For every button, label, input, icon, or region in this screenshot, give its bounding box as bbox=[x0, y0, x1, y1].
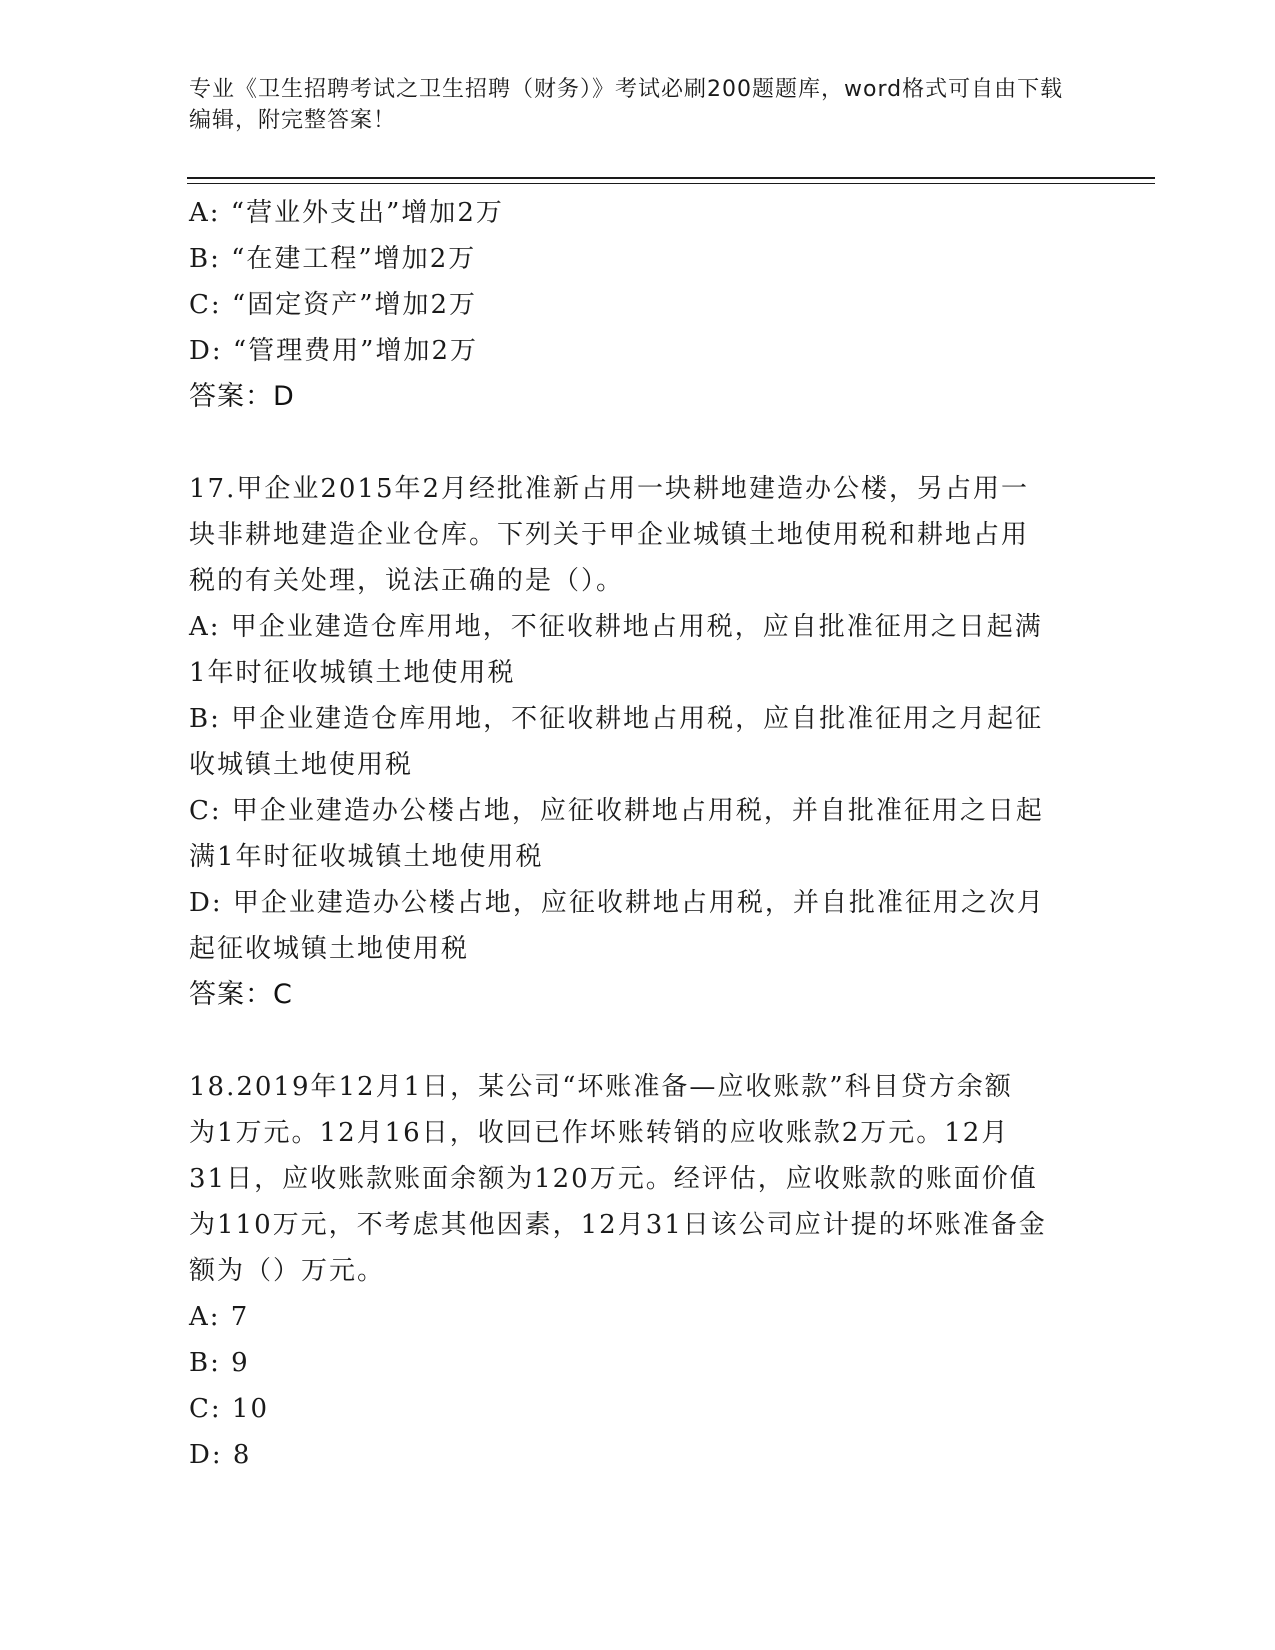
header-rule-thin bbox=[187, 183, 1155, 184]
q17-stem-line: 块非耕地建造企业仓库。下列关于甲企业城镇土地使用税和耕地占用 bbox=[189, 520, 1030, 550]
q18-stem-line: 为1万元。12月16日，收回已作坏账转销的应收账款2万元。12月 bbox=[189, 1118, 1010, 1148]
q17-stem-line: 17.甲企业2015年2月经批准新占用一块耕地建造办公楼，另占用一 bbox=[189, 474, 1030, 504]
q18-stem-line: 18.2019年12月1日，某公司“坏账准备—应收账款”科目贷方余额 bbox=[189, 1072, 1013, 1102]
q17-option-a-line: 1年时征收城镇土地使用税 bbox=[189, 658, 516, 688]
q16-option-b: B: “在建工程”增加2万 bbox=[189, 244, 477, 274]
q17-option-c-line: 满1年时征收城镇土地使用税 bbox=[189, 842, 544, 872]
header-intro-text: 专业《卫生招聘考试之卫生招聘（财务）》考试必刷200题题库，word格式可自由下载编辑，附完整答案！ bbox=[189, 77, 1064, 133]
q16-option-a: A: “营业外支出”增加2万 bbox=[189, 198, 504, 228]
question-spacer bbox=[189, 1018, 1089, 1064]
q18-option-d: D: 8 bbox=[189, 1440, 252, 1470]
question-18 bbox=[189, 1064, 1089, 1478]
question-16 bbox=[189, 190, 1089, 420]
q18-option-a: A: 7 bbox=[189, 1302, 250, 1332]
question-spacer bbox=[189, 420, 1089, 466]
header-rule-thick bbox=[187, 177, 1155, 179]
q16-answer: 答案：D bbox=[189, 381, 295, 412]
q16-option-d: D: “管理费用”增加2万 bbox=[189, 336, 478, 366]
q18-option-c: C: 10 bbox=[189, 1394, 270, 1424]
document-body bbox=[189, 190, 1089, 1478]
q17-stem-line: 税的有关处理，说法正确的是（）。 bbox=[189, 566, 625, 596]
q18-stem-line: 31日，应收账款账面余额为120万元。经评估，应收账款的账面价值 bbox=[189, 1164, 1038, 1194]
q17-option-d-line: 起征收城镇土地使用税 bbox=[189, 934, 470, 964]
q18-option-b: B: 9 bbox=[189, 1348, 250, 1378]
document-header bbox=[189, 74, 1069, 136]
q17-option-b-line: 收城镇土地使用税 bbox=[189, 750, 414, 780]
q16-option-c: C: “固定资产”增加2万 bbox=[189, 290, 478, 320]
question-17 bbox=[189, 466, 1089, 1018]
q17-option-d-line: D: 甲企业建造办公楼占地，应征收耕地占用税，并自批准征用之次月 bbox=[189, 888, 1045, 918]
q17-option-a-line: A: 甲企业建造仓库用地，不征收耕地占用税，应自批准征用之日起满 bbox=[189, 612, 1043, 642]
q17-option-b-line: B: 甲企业建造仓库用地，不征收耕地占用税，应自批准征用之月起征 bbox=[189, 704, 1044, 734]
q18-stem-line: 为110万元，不考虑其他因素，12月31日该公司应计提的坏账准备金 bbox=[189, 1210, 1047, 1240]
q17-answer: 答案：C bbox=[189, 979, 293, 1010]
q18-stem-line: 额为（）万元。 bbox=[189, 1256, 386, 1286]
q17-option-c-line: C: 甲企业建造办公楼占地，应征收耕地占用税，并自批准征用之日起 bbox=[189, 796, 1044, 826]
